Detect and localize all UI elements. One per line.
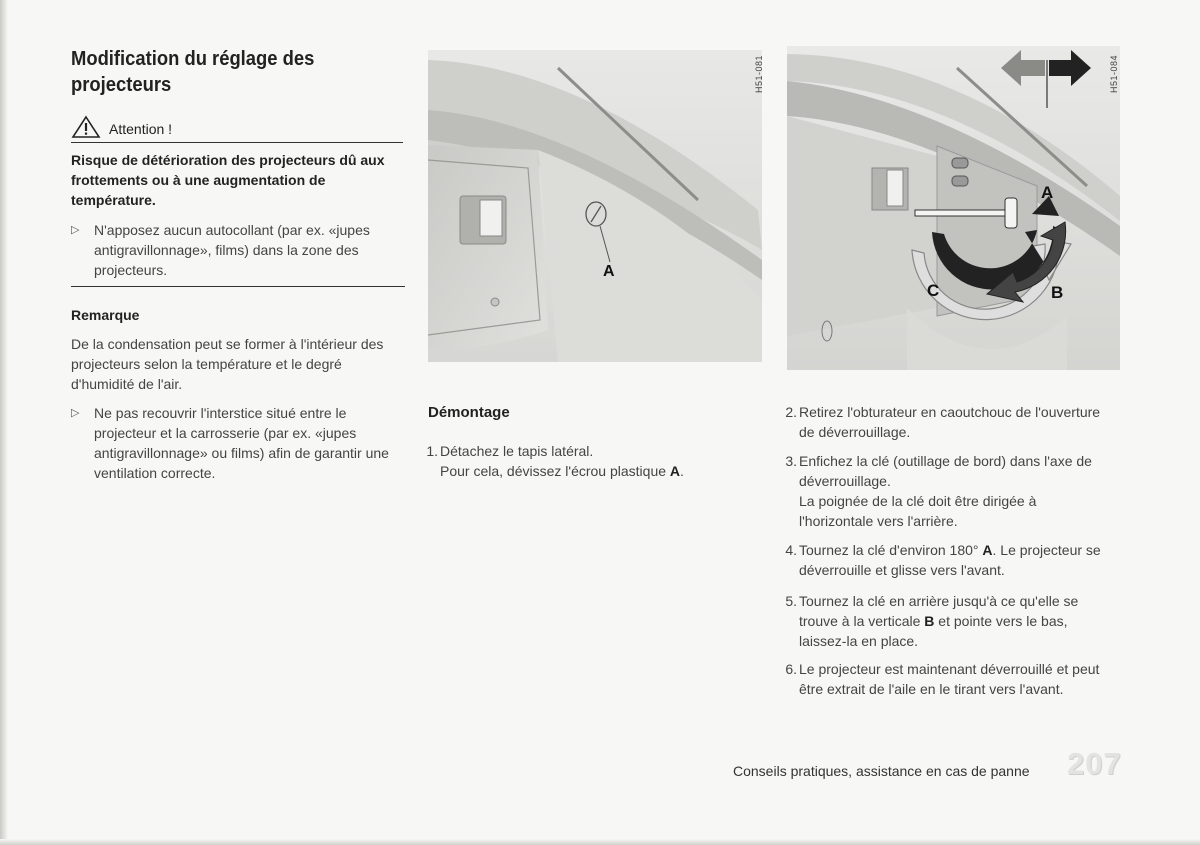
step-text: Retirez l'obturateur en caoutchouc de l'ouverture de déverrouillage. xyxy=(799,404,1101,440)
step-text: Le projecteur est maintenant déverrouillé et peut être extrait de l'aile en le tirant vers l'avant. xyxy=(799,661,1100,697)
step-line: et pointe vers le bas, laissez-la en place. xyxy=(799,613,1068,649)
bullet-marker-icon: ▷ xyxy=(71,407,80,419)
attention-label: Attention ! xyxy=(109,121,173,137)
step-item xyxy=(775,540,1120,582)
step-number: 4. xyxy=(785,542,797,558)
step-callout-ref: A xyxy=(982,542,993,558)
bullet-item xyxy=(71,403,406,485)
risk-warning-text: Risque de détérioration des projecteurs dû aux frottements ou à une augmentation de température. xyxy=(71,152,385,208)
step-text xyxy=(799,540,1109,580)
step-number: 3. xyxy=(785,453,797,469)
page-number: 207 xyxy=(1067,746,1122,781)
bullet-item xyxy=(71,220,406,282)
step-subtext: La poignée de la clé doit être dirigée à l'horizontale vers l'arrière. xyxy=(799,493,1037,529)
step-text xyxy=(440,441,750,481)
attention-header xyxy=(71,114,403,143)
step-number: 5. xyxy=(785,593,797,609)
step-line: Pour cela, dévissez l'écrou plastique xyxy=(440,463,670,479)
step-item xyxy=(775,402,1120,444)
step-callout-ref: A xyxy=(669,463,681,479)
step-line: Enfichez la clé (outillage de bord) dans l'axe de déverrouillage. xyxy=(799,453,1092,489)
step-item xyxy=(775,659,1120,721)
step-item xyxy=(416,441,756,483)
page-edge-bottom xyxy=(0,839,1200,845)
step-line: . Le projecteur se déverrouille et glisse vers l'avant. xyxy=(799,542,1101,578)
step-number: 2. xyxy=(785,404,797,420)
section-title: Modification du réglage des projecteurs xyxy=(71,48,315,96)
bullet-text: Ne pas recouvrir l'interstice situé entre le projecteur et la carrosserie (par ex. «jupes antigravillonnage» ou films) afin de garantir une ventilation correcte. xyxy=(94,405,389,481)
bullet-marker-icon: ▷ xyxy=(71,224,80,236)
step-item xyxy=(775,591,1120,653)
figure-code: H51-081 xyxy=(754,54,764,93)
figure-callout-c: C xyxy=(927,281,940,300)
step-text xyxy=(799,451,1109,531)
step-line: . xyxy=(680,463,684,479)
step-number: 1. xyxy=(426,443,438,459)
figure-callout-a: A xyxy=(603,263,615,280)
figure-key-rotation xyxy=(787,46,1120,370)
footer-section-text: Conseils pratiques, assistance en cas de panne xyxy=(733,763,1030,779)
divider xyxy=(71,286,405,287)
bullet-text: N'apposez aucun autocollant (par ex. «jupes antigravillonnage», films) dans la zone des projecteurs. xyxy=(94,222,370,278)
demontage-heading: Démontage xyxy=(428,404,510,421)
step-callout-ref: B xyxy=(924,613,935,629)
figure-code: H51-084 xyxy=(1109,54,1119,93)
step-number: 6. xyxy=(785,661,797,677)
figure-callout-a: A xyxy=(1041,183,1054,202)
warning-triangle-icon xyxy=(71,115,101,139)
step-line: Tournez la clé en arrière jusqu'à ce qu'elle se trouve à la verticale xyxy=(799,593,1079,629)
figure-callout-b: B xyxy=(1051,283,1064,302)
step-line: Tournez la clé d'environ 180° xyxy=(799,542,983,558)
step-text xyxy=(799,591,1109,651)
page-edge-left xyxy=(0,0,8,845)
remarque-heading: Remarque xyxy=(71,307,140,323)
step-line: Détachez le tapis latéral. xyxy=(440,443,594,459)
step-item xyxy=(775,451,1120,533)
figure-side-panel-nut xyxy=(428,50,762,362)
remarque-text: De la condensation peut se former à l'intérieur des projecteurs selon la température et le degré d'humidité de l'air. xyxy=(71,336,384,392)
